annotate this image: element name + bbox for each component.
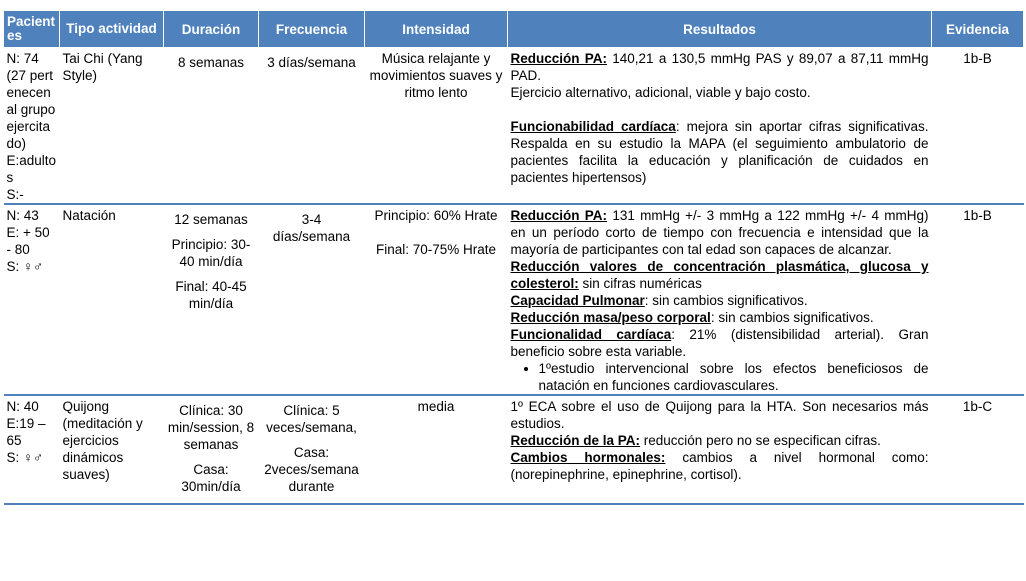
tipo-cell: Natación [60,204,164,395]
frecuencia-cell: 3 días/semana [259,48,365,205]
table-row [4,48,1024,205]
resultados-cell: 1º ECA sobre el uso de Quijong para la HTA. Son necesarios más estudios. Reducción de la PA: reducción pero no se especifican cifras. Cambios hormonales: cambios a nivel hormonal como: (norepinephrine, epinephrine, cortisol). [508,395,932,504]
duracion-cell: Clínica: 30 min/session, 8 semanas Casa: 30min/día [164,395,259,504]
tipo-cell: Tai Chi (Yang Style) [60,48,164,205]
header-resultados: Resultados [508,11,932,48]
intensidad-cell: Principio: 60% Hrate Final: 70-75% Hrate [365,204,508,395]
resultados-cell: Reducción PA: 131 mmHg +/- 3 mmHg a 122 mmHg +/- 4 mmHg) en un período corto de tiempo con frecuencia e intensidad que la mayoría de participantes con tal edad son capaces de alcanzar. Reducción valores de concentración plasmática, glucosa y colesterol: sin cifras numéricas Capacidad Pulmonar: sin cambios significativos. Reducción masa/peso corporal: sin cambios significativos. Funcionalidad cardíaca: 21% (distensibilidad arterial). Gran beneficio sobre esta variable. • 1ºestudio intervencional sobre los efectos beneficiosos de natación en funciones cardiovasculares. [508,204,932,395]
intensidad-cell: media [365,395,508,504]
list-item: • 1ºestudio intervencional sobre los efectos beneficiosos de natación en funciones cardiovasculares. [539,360,929,394]
evidencia-cell: 1b-B [932,48,1024,205]
header-intensidad: Intensidad [365,11,508,48]
pacientes-cell: N: 74 (27 pertenecen al grupo ejercitado) E:adultos S:- [4,48,60,205]
table-row [4,395,1024,504]
header-frecuencia: Frecuencia [259,11,365,48]
intensidad-cell: Música relajante y movimientos suaves y ritmo lento [365,48,508,205]
results-bullet-list [511,360,929,394]
evidencia-cell: 1b-B [932,204,1024,395]
resultados-cell: Reducción PA: 140,21 a 130,5 mmHg PAS y 89,07 a 87,11 mmHg PAD. Ejercicio alternativo, adicional, viable y bajo costo. Funcionabilidad cardíaca: mejora sin aportar cifras significativas. Respalda en su estudio la MAPA (el seguimiento ambulatorio de pacientes facilita la educación y planificación de cuidados en pacientes hipertensos) [508,48,932,205]
header-row [4,11,1024,48]
header-pacientes: Pacient es [4,11,60,48]
duracion-cell: 12 semanas Principio: 30-40 min/día Final: 40-45 min/día [164,204,259,395]
duracion-cell: 8 semanas [164,48,259,205]
header-evidencia: Evidencia [932,11,1024,48]
pacientes-cell: N: 40 E:19 – 65 S: ♀♂ [4,395,60,504]
header-duracion: Duración [164,11,259,48]
pacientes-cell: N: 43 E: + 50 - 80 S: ♀♂ [4,204,60,395]
evidencia-cell: 1b-C [932,395,1024,504]
studies-table [3,10,1024,505]
tipo-cell: Quijong (meditación y ejercicios dinámicos suaves) [60,395,164,504]
frecuencia-cell: Clínica: 5 veces/semana, Casa: 2veces/semana durante [259,395,365,504]
frecuencia-cell: 3-4 días/semana [259,204,365,395]
table-row [4,204,1024,395]
header-tipo-actividad: Tipo actividad [60,11,164,48]
